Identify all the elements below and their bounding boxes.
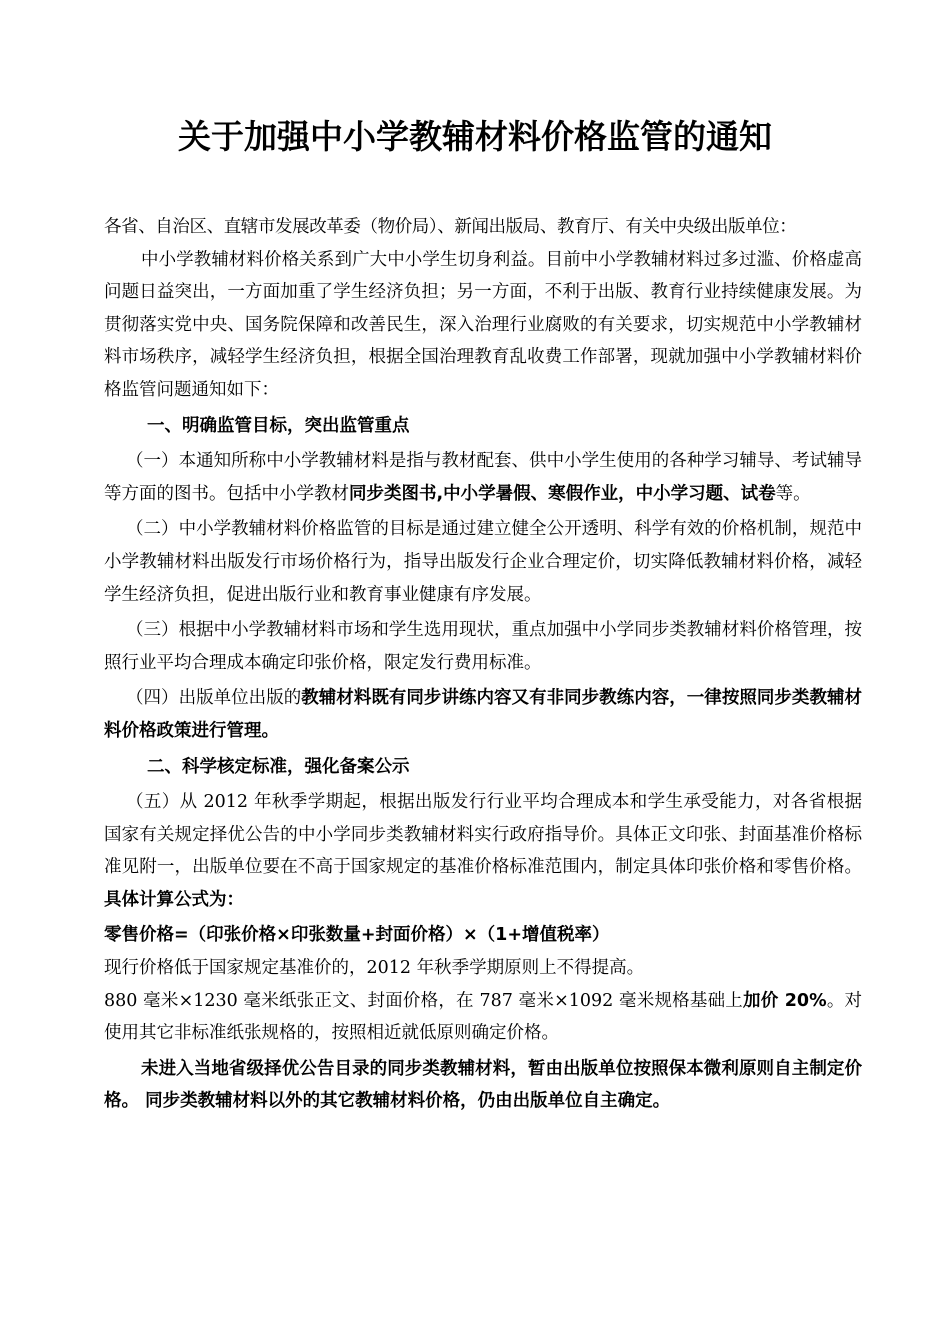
salutation: 各省、自治区、直辖市发展改革委（物价局）、新闻出版局、教育厅、有关中央级出版单位： (104, 217, 797, 237)
item-4-text: （四）出版单位出版的 (126, 688, 302, 709)
item-1-paragraph (104, 445, 862, 510)
paper-size-paragraph (104, 985, 862, 1050)
document-body (104, 211, 862, 1121)
item-5-bold: 具体计算公式为： (104, 889, 244, 910)
current-price-line: 现行价格低于国家规定基准价的，2012 年秋季学期原则上不得提高。 (104, 958, 645, 979)
item-1-text: （一）本通知所称中小学教辅材料是指与教材配套、供中小学生使用的各种学习辅导、考试辅导等方面的图书。包括中小学教材 (104, 451, 862, 504)
paper-size-end: 。对使用其它非标准纸张规格的，按照相近就低原则确定价格。 (104, 990, 863, 1044)
item-4-bold: 教辅材料既有同步讲练内容又有非同步教练内容，一律按照同步类教辅材料价格政策进行管理。 (104, 688, 863, 741)
paper-size-bold: 加价 20% (743, 990, 827, 1011)
section-heading-2: 二、科学核定标准，强化备案公示 (147, 756, 410, 777)
intro-paragraph: 中小学教辅材料价格关系到广大中小学生切身利益。目前中小学教辅材料过多过滥、价格虚高问题日益突出，一方面加重了学生经济负担；另一方面，不利于出版、教育行业持续健康发展。为贯彻落实党中央、国务院保障和改善民生，深入治理行业腐败的有关要求，切实规范中小学教辅材料市场秩序，减轻学生经济负担，根据全国治理教育乱收费工作部署，现就加强中小学教辅材料价格监管问题通知如下： (104, 249, 862, 400)
paper-size-text: 880 毫米×1230 毫米纸张正文、封面价格，在 787 毫米×1092 毫米规格基础上 (104, 990, 743, 1011)
item-2-paragraph: （二）中小学教辅材料价格监管的目标是通过建立健全公开透明、科学有效的价格机制，规范中小学教辅材料出版发行市场价格行为，指导出版发行企业合理定价，切实降低教辅材料价格，减轻学生经济负担，促进出版行业和教育事业健康有序发展。 (104, 519, 862, 605)
item-3-paragraph: （三）根据中小学教辅材料市场和学生选用现状，重点加强中小学同步类教辅材料价格管理，按照行业平均合理成本确定印张价格，限定发行费用标准。 (104, 620, 862, 673)
document-title: 关于加强中小学教辅材料价格监管的通知 (178, 117, 772, 156)
price-formula: 零售价格=（印张价格×印张数量+封面价格）×（1+增值税率） (104, 925, 610, 946)
final-paragraph: 未进入当地省级择优公告目录的同步类教辅材料，暂由出版单位按照保本微利原则自主制定价格。 同步类教辅材料以外的其它教辅材料价格，仍由出版单位自主确定。 (104, 1058, 862, 1112)
item-5-paragraph (104, 786, 862, 916)
item-4-paragraph (104, 682, 862, 747)
item-1-bold: 同步类图书,中小学暑假、寒假作业，中小学习题、试卷 (349, 483, 776, 504)
section-heading-1: 一、明确监管目标，突出监管重点 (147, 415, 410, 436)
item-5-text: （五）从 2012 年秋季学期起，根据出版发行行业平均合理成本和学生承受能力，对各省根据国家有关规定择优公告的中小学同步类教辅材料实行政府指导价。具体正文印张、封面基准价格标准见附一，出版单位要在不高于国家规定的基准价格标准范围内，制定具体印张价格和零售价格。 (104, 792, 862, 878)
item-1-end: 等。 (775, 483, 811, 504)
